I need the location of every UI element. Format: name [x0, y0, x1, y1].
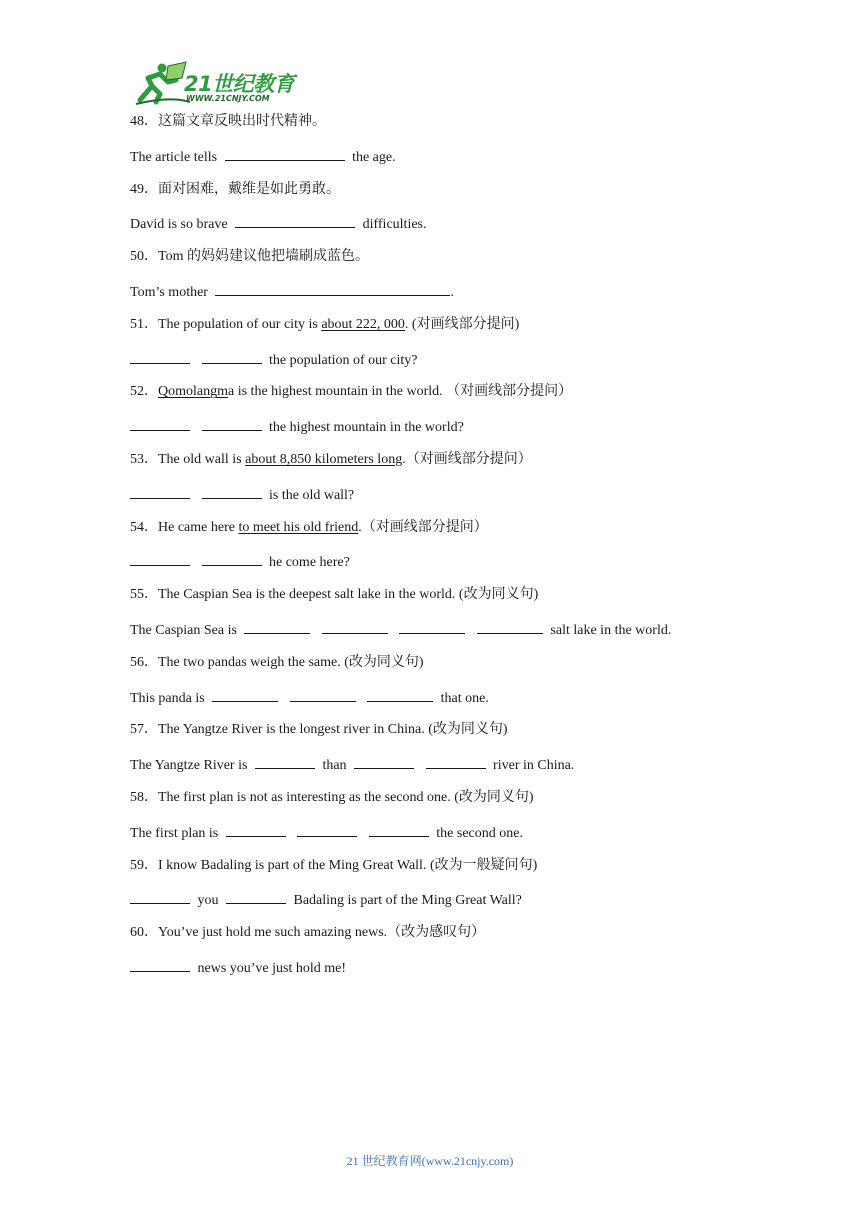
blank-field[interactable] — [235, 213, 355, 228]
blank-field[interactable] — [244, 619, 310, 634]
answer-text: river in China. — [493, 758, 575, 774]
blank-field[interactable] — [322, 619, 388, 634]
question-56-answer — [130, 687, 750, 721]
answer-text: is the old wall? — [269, 487, 355, 503]
prompt-text: 54．He came here — [130, 519, 239, 535]
prompt-text: . (对画线部分提问) — [404, 316, 520, 332]
answer-text: the age. — [352, 149, 396, 165]
blank-field[interactable] — [297, 822, 357, 837]
blank-field[interactable] — [225, 146, 345, 161]
question-53-prompt — [130, 450, 750, 484]
question-48-answer — [130, 146, 750, 180]
prompt-text: 53．The old wall is — [130, 451, 246, 467]
underlined-text: Qomolangm — [158, 384, 228, 400]
question-52-prompt — [130, 382, 750, 416]
answer-text: the highest mountain in the world? — [269, 420, 464, 436]
answer-text: The Yangtze River is — [130, 758, 248, 774]
prompt-text: 51．The population of our city is — [130, 316, 322, 332]
answer-text: Tom’s mother — [130, 284, 208, 300]
answer-text: difficulties. — [362, 217, 427, 233]
question-54-prompt — [130, 518, 750, 552]
logo-text: 21世纪教育 — [184, 72, 295, 96]
question-52-answer — [130, 416, 750, 450]
question-59-prompt: 59．I know Badaling is part of the Ming Great Wall. (改为一般疑问句) — [130, 857, 538, 873]
question-55-prompt: 55．The Caspian Sea is the deepest salt lake in the world. (改为同义句) — [130, 587, 539, 603]
question-51-prompt — [130, 315, 750, 349]
blank-field[interactable] — [130, 551, 190, 566]
blank-field[interactable] — [354, 754, 414, 769]
blank-field[interactable] — [130, 416, 190, 431]
question-60-prompt: 60．You’ve just hold me such amazing news.（改为感叹句） — [130, 925, 486, 941]
blank-field[interactable] — [212, 687, 278, 702]
blank-field[interactable] — [226, 822, 286, 837]
question-55-answer — [130, 619, 750, 653]
prompt-text: .（对画线部分提问） — [358, 519, 488, 535]
answer-text: The first plan is — [130, 825, 219, 841]
question-50-answer — [130, 281, 750, 315]
site-logo — [130, 60, 300, 106]
question-58-prompt: 58．The first plan is not as interesting as the second one. (改为同义句) — [130, 789, 534, 805]
blank-field[interactable] — [255, 754, 315, 769]
answer-text: you — [197, 893, 219, 909]
question-57-prompt: 57．The Yangtze River is the longest river in China. (改为同义句) — [130, 722, 508, 738]
answer-text: . — [450, 284, 454, 300]
blank-field[interactable] — [399, 619, 465, 634]
answer-text: Badaling is part of the Ming Great Wall? — [293, 893, 522, 909]
exercise-list — [130, 112, 750, 991]
blank-field[interactable] — [202, 551, 262, 566]
blank-field[interactable] — [367, 687, 433, 702]
prompt-text: a is the highest mountain in the world. （对画线部分提问） — [228, 384, 573, 400]
answer-text: he come here? — [269, 555, 350, 571]
question-58-answer — [130, 822, 750, 856]
blank-field[interactable] — [130, 484, 190, 499]
question-59-answer — [130, 889, 750, 923]
question-50-prompt: 50．Tom 的妈妈建议他把墙刷成蓝色。 — [130, 249, 369, 265]
blank-field[interactable] — [477, 619, 543, 634]
blank-field[interactable] — [130, 349, 190, 364]
blank-field[interactable] — [130, 957, 190, 972]
blank-field[interactable] — [202, 484, 262, 499]
underlined-text: to meet his old friend — [238, 519, 359, 535]
blank-field[interactable] — [426, 754, 486, 769]
prompt-text: 52． — [130, 384, 158, 400]
question-51-answer — [130, 349, 750, 383]
prompt-text: .（对画线部分提问） — [402, 451, 532, 467]
blank-field[interactable] — [226, 889, 286, 904]
blank-field[interactable] — [215, 281, 450, 296]
answer-text: the second one. — [436, 825, 523, 841]
question-57-answer — [130, 754, 750, 788]
answer-text: David is so brave — [130, 217, 228, 233]
page-footer: 21 世纪教育网(www.21cnjy.com) — [346, 1154, 514, 1168]
underlined-text: about 222, 000 — [321, 316, 405, 332]
blank-field[interactable] — [202, 416, 262, 431]
question-60-answer — [130, 957, 750, 991]
answer-text: the population of our city? — [269, 352, 418, 368]
blank-field[interactable] — [369, 822, 429, 837]
question-53-answer — [130, 484, 750, 518]
underlined-text: about 8,850 kilometers long — [245, 451, 403, 467]
answer-text: The Caspian Sea is — [130, 622, 237, 638]
question-54-answer — [130, 551, 750, 585]
question-48-prompt: 48．这篇文章反映出时代精神。 — [130, 114, 326, 129]
logo-url: WWW.21CNJY.COM — [186, 94, 270, 103]
blank-field[interactable] — [290, 687, 356, 702]
answer-text: that one. — [440, 690, 489, 706]
answer-text: This panda is — [130, 690, 205, 706]
answer-text: salt lake in the world. — [550, 622, 672, 638]
question-49-prompt: 49．面对困难，戴维是如此勇敢。 — [130, 181, 340, 197]
blank-field[interactable] — [202, 349, 262, 364]
blank-field[interactable] — [130, 889, 190, 904]
answer-text: The article tells — [130, 149, 218, 165]
question-56-prompt: 56．The two pandas weigh the same. (改为同义句) — [130, 654, 424, 670]
answer-text: than — [322, 758, 347, 774]
question-49-answer — [130, 213, 750, 247]
answer-text: news you’ve just hold me! — [197, 960, 347, 976]
